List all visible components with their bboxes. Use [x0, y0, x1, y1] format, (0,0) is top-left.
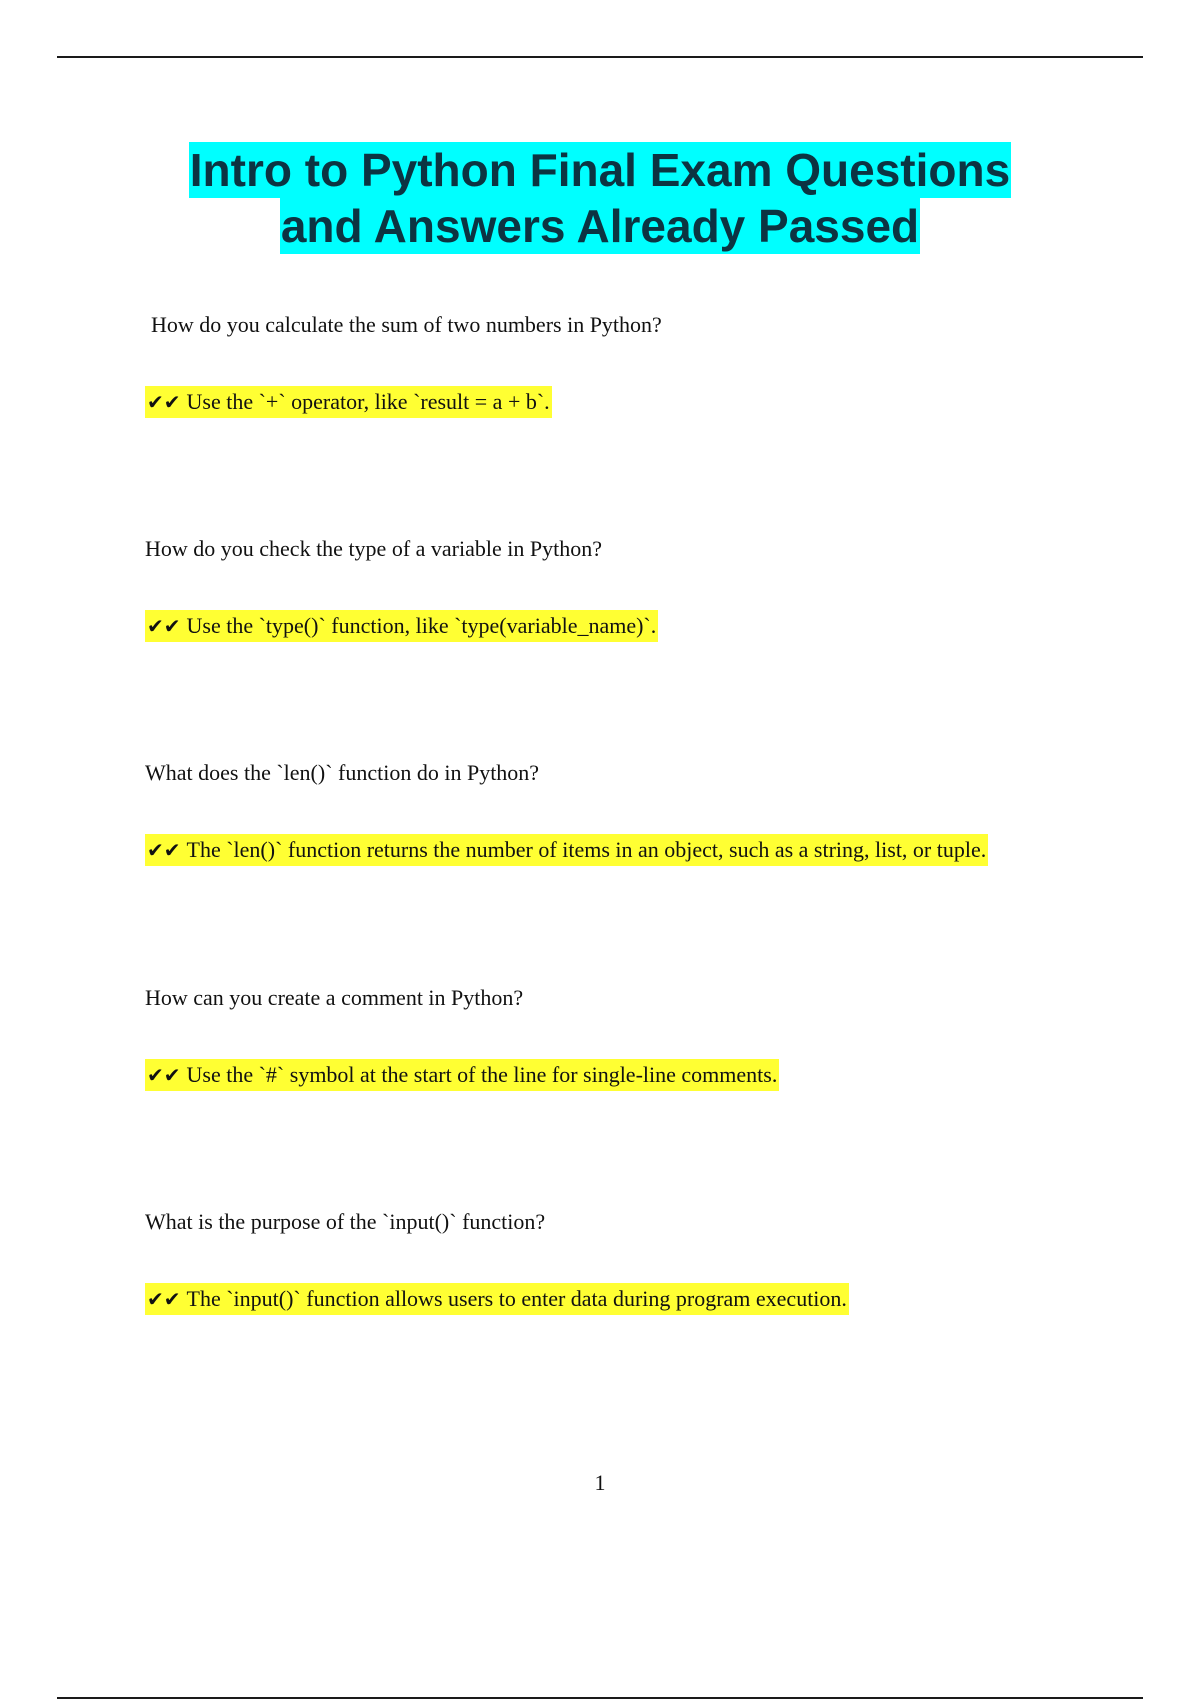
qa-item-3 — [145, 759, 1105, 862]
document-title — [0, 142, 1200, 254]
double-check-icon: ✔✔ — [147, 390, 181, 414]
top-rule — [57, 56, 1143, 58]
answer-4-text: Use the `#` symbol at the start of the line for single-line comments. — [186, 1062, 778, 1087]
title-line-2: and Answers Already Passed — [280, 200, 920, 252]
answer-2-text: Use the `type()` function, like `type(variable_name)`. — [186, 613, 657, 638]
double-check-icon: ✔✔ — [147, 1287, 181, 1311]
qa-item-4 — [145, 984, 1105, 1087]
double-check-icon: ✔✔ — [147, 838, 181, 862]
bottom-rule — [57, 1697, 1143, 1699]
answer-2 — [145, 610, 658, 642]
qa-item-1 — [145, 311, 1105, 414]
answer-1-text: Use the `+` operator, like `result = a + b`. — [186, 389, 550, 414]
answer-5-text: The `input()` function allows users to enter data during program execution. — [186, 1286, 847, 1311]
double-check-icon: ✔✔ — [147, 1063, 181, 1087]
title-line-1: Intro to Python Final Exam Questions — [189, 144, 1011, 196]
answer-3 — [145, 834, 988, 866]
question-4: How can you create a comment in Python? — [145, 985, 524, 1010]
answer-4 — [145, 1059, 779, 1091]
qa-item-2 — [145, 535, 1105, 638]
answer-1 — [145, 386, 552, 418]
qa-item-5 — [145, 1208, 1105, 1311]
question-5: What is the purpose of the `input()` function? — [145, 1209, 546, 1234]
question-3: What does the `len()` function do in Python? — [145, 760, 540, 785]
question-2: How do you check the type of a variable in Python? — [145, 536, 602, 561]
question-1: How do you calculate the sum of two numbers in Python? — [151, 312, 662, 337]
page-number: 1 — [594, 1470, 606, 1495]
answer-5 — [145, 1283, 849, 1315]
double-check-icon: ✔✔ — [147, 614, 181, 638]
answer-3-text: The `len()` function returns the number of items in an object, such as a string, list, or tuple. — [186, 837, 987, 862]
